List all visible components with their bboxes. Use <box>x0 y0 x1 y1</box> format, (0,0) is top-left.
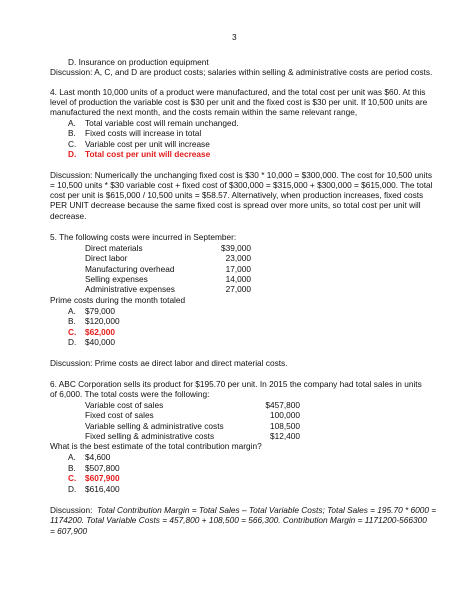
q6-option-text: $616,400 <box>85 484 120 494</box>
q5-cost-value: 14,000 <box>225 274 251 284</box>
q6-option-letter: A. <box>68 452 76 462</box>
q6-cost-value: 100,000 <box>270 410 300 420</box>
q4-discussion-line: = 10,500 units * $30 variable cost + fixed cost of $300,000 = $315,000 + $300,000 = $615,000. The total <box>50 180 433 190</box>
page-number: 3 <box>232 32 237 42</box>
q5-cost-value: $39,000 <box>221 243 251 253</box>
q6-discussion-line: 1174200. Total Variable Costs = 457,800 + 108,500 = 566,300. Contribution Margin = 1171200-566300 <box>50 515 427 525</box>
q4-discussion-line: decrease. <box>50 211 87 221</box>
q5-option-text: $40,000 <box>85 337 115 347</box>
q5-cost-label: Selling expenses <box>85 274 148 284</box>
q5-option-text: $79,000 <box>85 306 115 316</box>
q6-discussion-line <box>50 505 436 515</box>
q4-option-letter: B. <box>68 128 76 138</box>
q6-cost-label: Fixed cost of sales <box>85 410 154 420</box>
q6-correct-option-text: $607,900 <box>85 473 120 483</box>
q4-correct-option-text: Total cost per unit will decrease <box>85 149 211 159</box>
q4-stem-line: manufactured the next month, and the costs remain within the same relevant range, <box>50 107 358 117</box>
q6-correct-option-letter: C. <box>68 473 77 483</box>
q5-cost-label: Direct materials <box>85 243 143 253</box>
q6-question: What is the best estimate of the total contribution margin? <box>50 441 262 451</box>
q3-option-d: D. Insurance on production equipment <box>68 57 209 67</box>
q6-discussion-prefix: Discussion: <box>50 505 93 515</box>
q4-option-text: Total variable cost will remain unchanged. <box>85 118 239 128</box>
q6-cost-label: Variable cost of sales <box>85 400 164 410</box>
q6-option-letter: B. <box>68 463 76 473</box>
q3-discussion: Discussion: A, C, and D are product costs; salaries within selling & administrative costs are period costs. <box>50 67 433 77</box>
q6-stem-line: 6. ABC Corporation sells its product for $195.70 per unit. In 2015 the company had total sales in units <box>50 379 422 389</box>
q4-option-text: Variable cost per unit will increase <box>85 139 210 149</box>
q6-discussion-line: = 607,900 <box>50 526 88 536</box>
q4-option-letter: A. <box>68 118 76 128</box>
q6-cost-value: $12,400 <box>270 431 300 441</box>
q4-stem-line: level of production the variable cost is $30 per unit and the fixed cost is $30 per unit. If 10,500 units are <box>50 97 428 107</box>
q6-option-letter: D. <box>68 484 77 494</box>
q6-cost-label: Variable selling & administrative costs <box>85 421 224 431</box>
q5-cost-value: 23,000 <box>225 253 251 263</box>
q6-cost-label: Fixed selling & administrative costs <box>85 431 215 441</box>
q4-option-letter: C. <box>68 139 77 149</box>
q5-option-text: $120,000 <box>85 316 120 326</box>
q5-cost-label: Direct labor <box>85 253 128 263</box>
q6-discussion-formula: Total Contribution Margin = Total Sales – Total Variable Costs; Total Sales = 195.70 * 6000 = <box>97 505 437 515</box>
q5-stem: 5. The following costs were incurred in September: <box>50 232 237 242</box>
q5-question: Prime costs during the month totaled <box>50 295 186 305</box>
q6-cost-value: 108,500 <box>270 421 300 431</box>
q4-discussion-line: Discussion: Numerically the unchanging fixed cost is $30 * 10,000 = $300,000. The cost for 10,500 units <box>50 170 432 180</box>
q4-discussion-line: PER UNIT decrease because the same fixed cost is spread over more units, so total cost per unit will <box>50 200 421 210</box>
q5-option-letter: A. <box>68 306 76 316</box>
q6-option-text: $4,600 <box>85 452 111 462</box>
q4-discussion-line: cost per unit is $615,000 / 10,500 units = $58.57. Alternatively, when production increases, fixed costs <box>50 190 424 200</box>
q5-option-letter: B. <box>68 316 76 326</box>
q5-cost-value: 17,000 <box>225 264 251 274</box>
q6-stem-line: of 6,000. The total costs were the following: <box>50 389 210 399</box>
q5-option-letter: D. <box>68 337 77 347</box>
q4-stem-line: 4. Last month 10,000 units of a product were manufactured, and the total cost per unit was $60. At this <box>50 87 426 97</box>
q5-cost-value: 27,000 <box>225 284 251 294</box>
q6-option-text: $507,800 <box>85 463 120 473</box>
q5-discussion: Discussion: Prime costs ae direct labor and direct material costs. <box>50 358 288 368</box>
q5-correct-option-text: $62,000 <box>85 327 115 337</box>
q4-correct-option-letter: D. <box>68 149 77 159</box>
q5-correct-option-letter: C. <box>68 327 77 337</box>
q6-cost-value: $457,800 <box>265 400 300 410</box>
q4-option-text: Fixed costs will increase in total <box>85 128 202 138</box>
q5-cost-label: Administrative expenses <box>85 284 175 294</box>
q5-cost-label: Manufacturing overhead <box>85 264 175 274</box>
